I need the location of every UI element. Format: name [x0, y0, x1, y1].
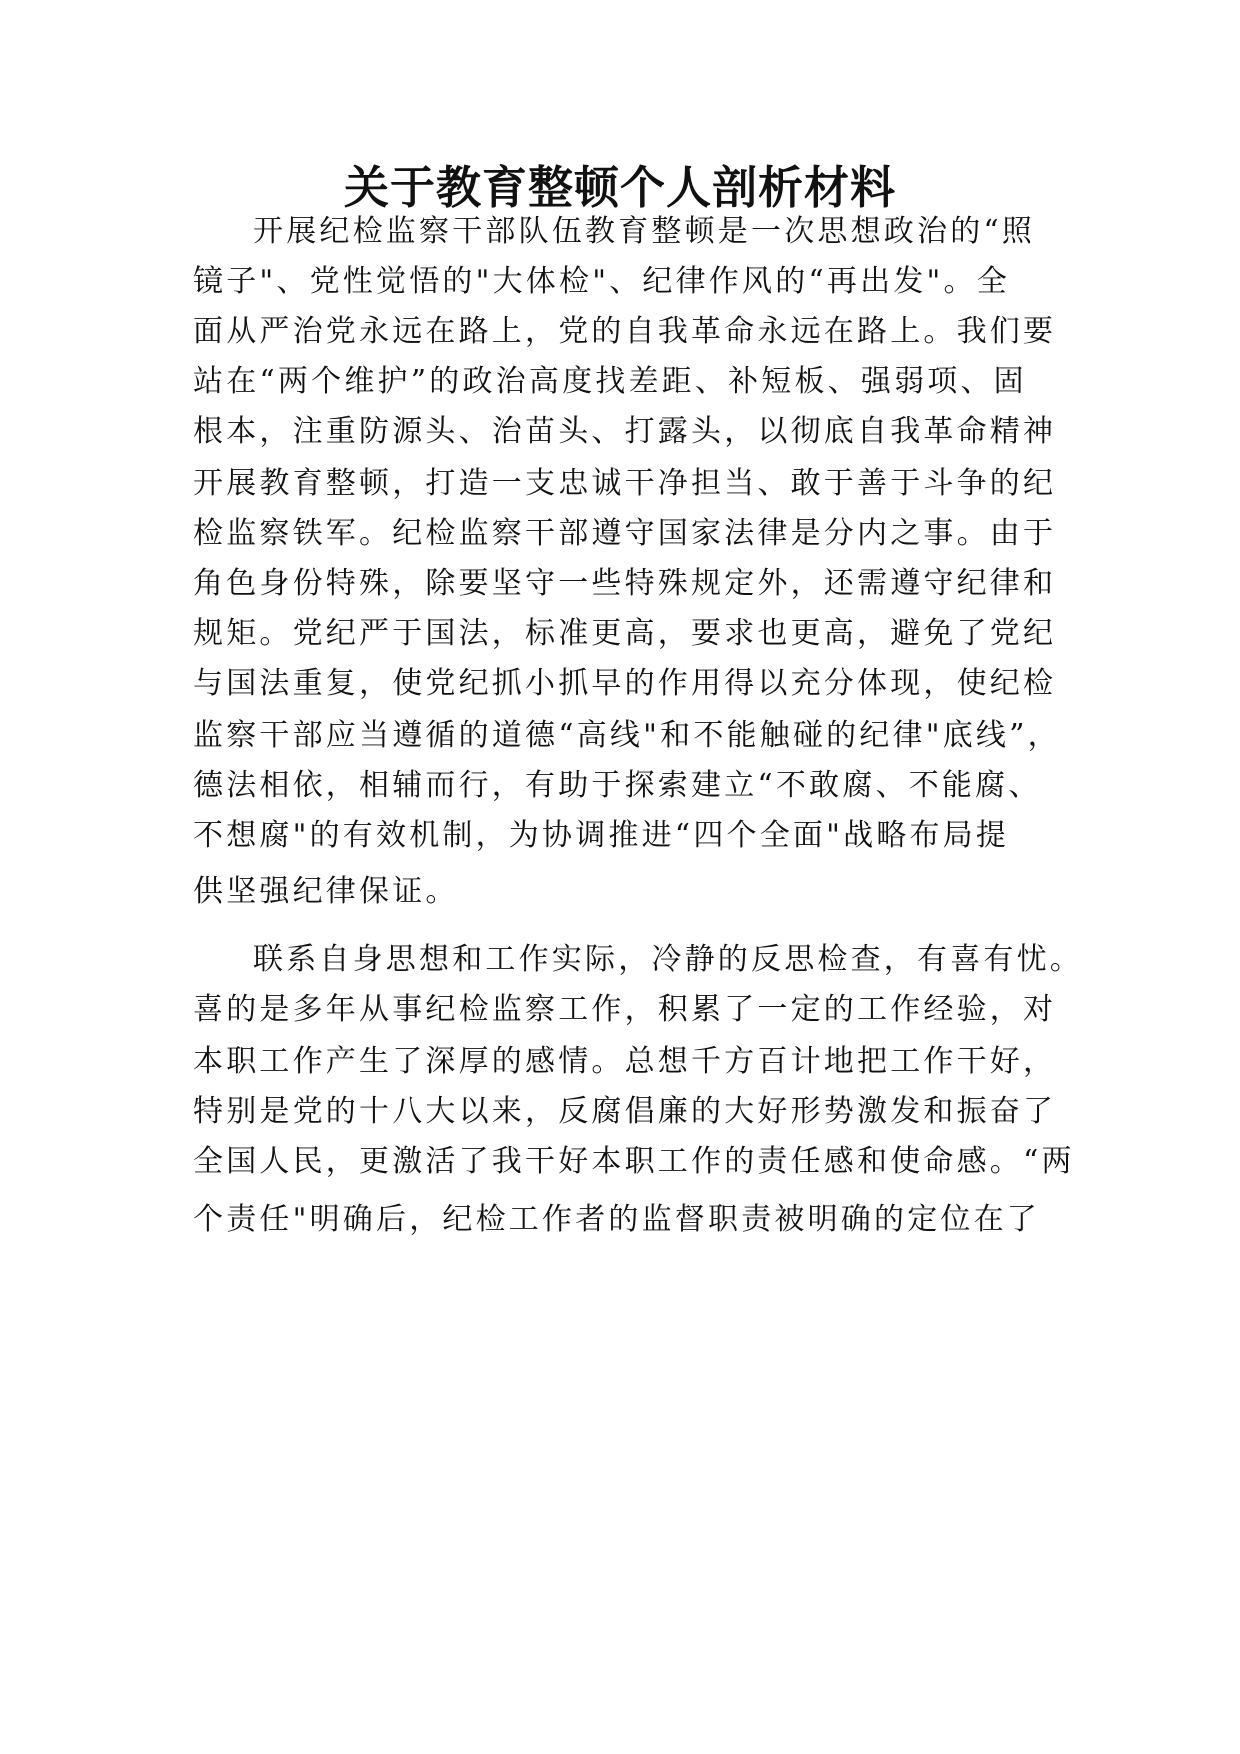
paragraph-1-line-5: 根本，注重防源头、治苗头、打露头，以彻底自我革命精神: [193, 414, 1057, 449]
document-title: 关于教育整顿个人剖析材料: [343, 161, 896, 214]
paragraph-1-line-7: 检监察铁军。纪检监察干部遵守国家法律是分内之事。由于: [193, 516, 1057, 551]
paragraph-1-line-1: 开展纪检监察干部队伍教育整顿是一次思想政治的“照: [253, 214, 1036, 249]
paragraph-1-line-9: 规矩。党纪严于国法，标准更高，要求也更高，避免了党纪: [193, 616, 1057, 651]
paragraph-1-line-10: 与国法重复，使党纪抓小抓早的作用得以充分体现，使纪检: [193, 666, 1057, 701]
paragraph-1-line-4: 站在“两个维护”的政治高度找差距、补短板、强弱项、固: [193, 364, 1027, 399]
paragraph-2-line-3: 本职工作产生了深厚的感情。总想千方百计地把工作干好，: [193, 1044, 1057, 1079]
paragraph-2-line-1: 联系自身思想和工作实际，冷静的反思检查，有喜有忧。: [253, 942, 1083, 977]
paragraph-1-line-2: 镜子"、党性觉悟的"大体检"、纪律作风的“再出发"。全: [193, 264, 1010, 299]
paragraph-1-line-6: 开展教育整顿，打造一支忠诚干净担当、敢于善于斗争的纪: [193, 466, 1057, 501]
paragraph-2-line-2: 喜的是多年从事纪检监察工作，积累了一定的工作经验，对: [193, 992, 1057, 1027]
paragraph-1-line-14: 供坚强纪律保证。: [193, 874, 459, 909]
paragraph-2-line-4: 特别是党的十八大以来，反腐倡廉的大好形势激发和振奋了: [193, 1094, 1057, 1129]
paragraph-1-line-3: 面从严治党永远在路上，党的自我革命永远在路上。我们要: [193, 314, 1057, 349]
paragraph-2-line-6: 个责任"明确后，纪检工作者的监督职责被明确的定位在了: [193, 1202, 1040, 1237]
paragraph-1-line-11: 监察干部应当遵循的道德“高线"和不能触碰的纪律"底线”，: [193, 718, 1061, 753]
paragraph-2-line-5: 全国人民，更激活了我干好本职工作的责任感和使命感。“两: [193, 1144, 1075, 1179]
paragraph-1-line-13: 不想腐"的有效机制，为协调推进“四个全面"战略布局提: [193, 818, 1010, 853]
paragraph-1-line-12: 德法相依，相辅而行，有助于探索建立“不敢腐、不能腐、: [193, 768, 1042, 803]
paragraph-1-line-8: 角色身份特殊，除要坚守一些特殊规定外，还需遵守纪律和: [193, 566, 1057, 601]
